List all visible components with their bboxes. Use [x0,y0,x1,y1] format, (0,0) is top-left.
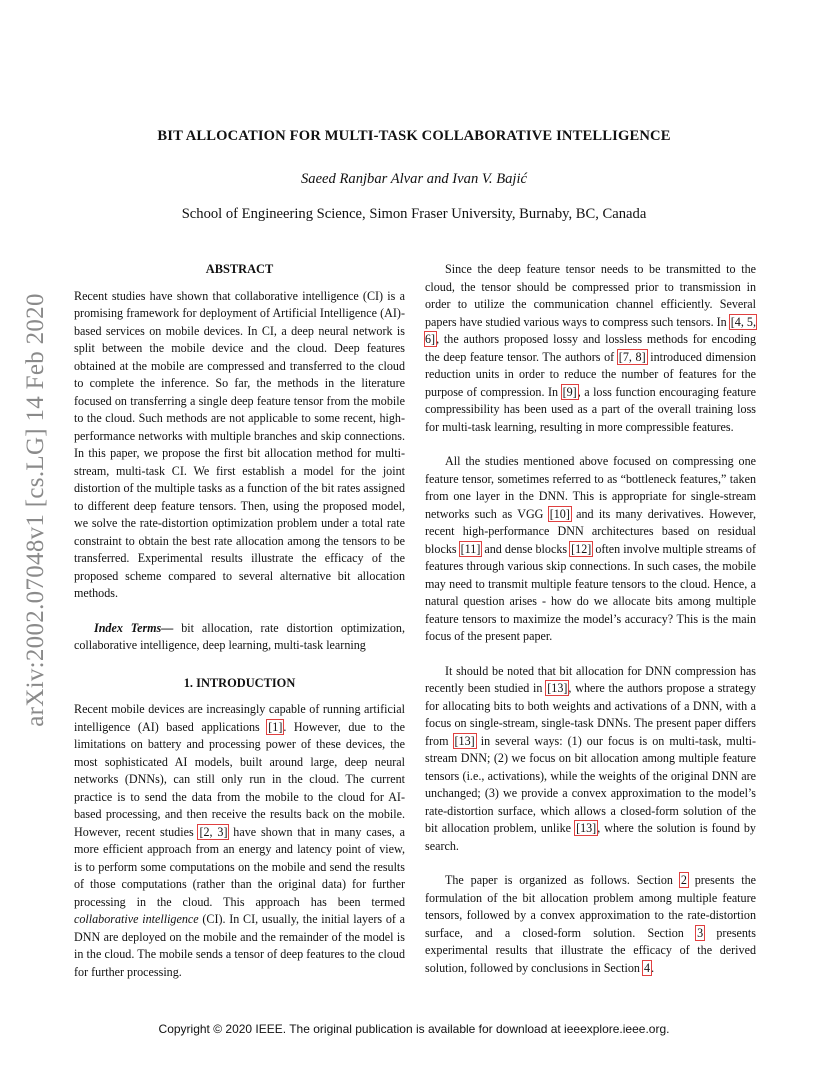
author-affiliation: School of Engineering Science, Simon Fraser University, Burnaby, BC, Canada [181,206,647,222]
index-terms-text: bit allocation, rate distortion optimization, collaborative intelligence, deep learning, multi-task learning [74,620,405,652]
intro-paragraph-5: The paper is organized as follows. Section 2 presents the formulation of the bit allocation problem among multiple feature tensors, followed by a convex approximation to the rate-distortion surface, and a closed-form solution. Section 3 presents experimental results that illustrate the efficacy of the derived solution, followed by conclusions in Section 4. [425,873,757,975]
intro-paragraph-4: It should be noted that bit allocation for DNN compression has recently been studied in [13], where the authors propose a strategy for allocating bits to both weights and activations of a DNN, with a focus on single-stream, single-task DNNs. The present paper differs from [13] in several ways: (1) our focus is on multi-task, multi-stream DNN; (2) we focus on bit allocation among multiple feature tensors (i.e., activations), while the weights of the original DNN are unchanged; (3) we provide a convex approximation to the model’s rate-distortion surface, which allows a closed-form solution of the bit allocation problem, unlike [13], where the solution is found by search. [425,663,756,853]
intro-paragraph-1: Recent mobile devices are increasingly capable of running artificial intelligence (AI) based applications [1]. However, due to the limitations on battery and processing power of these devices, the most sophisticated AI models, built around large, deep neural networks (DNNs), can still only run in the cloud. The current practice is to send the data from the mobile to the cloud for AI-based processing, and then receive the results back on the mobile. However, recent studies [2, 3] have shown that in many cases, a more efficient approach from an energy and latency point of view, is to perform some computations on the mobile and send the results of those computations (rather than the original data) for further processing in the cloud. This approach has been termed collaborative intelligence (CI). In CI, usually, the initial layers of a DNN are deployed on the mobile and the remainder of the model is in the cloud. The mobile sends a tensor of deep features to the cloud for further processing. [74,702,405,979]
section-link[interactable]: 3 [697,925,704,940]
citation-link[interactable]: [10] [549,506,570,521]
citation-link[interactable]: [12] [571,541,592,556]
citation-link[interactable]: [13] [454,733,475,748]
section-link[interactable]: 4 [644,960,651,975]
index-terms-label: Index Terms— [94,620,174,635]
paper-title: BIT ALLOCATION FOR MULTI-TASK COLLABORATIVE INTELLIGENCE [157,128,671,144]
abstract-heading: ABSTRACT [205,262,274,276]
citation-link[interactable]: [13] [576,821,597,835]
citation-link[interactable]: [13] [547,681,568,695]
copyright-footer: Copyright © 2020 IEEE. The original publication is available for download at ieeexplore.ieee.org. [158,1022,670,1036]
emphasis-text: collaborative intelligence [74,912,199,926]
index-terms [74,620,405,655]
arxiv-identifier [20,290,52,730]
abstract-text: Recent studies have shown that collaborative intelligence (CI) is a promising framework for deployment of Artificial Intelligence (AI)-based services on mobile devices. In CI, a deep neural network is split between the mobile device and the cloud. Deep features obtained at the mobile are compressed and transferred to the cloud to complete the inference. So far, the methods in the literature focused on transferring a single deep feature tensor from the mobile to the cloud. Such methods are not applicable to some recent, high-performance networks with multiple branches and skip connections. In this paper, we propose the first bit allocation method for multi-stream, multi-task CI. We first establish a model for the joint distortion of the multiple tasks as a function of the bit rates assigned to different deep feature tensors. Then, using the proposed model, we solve the rate-distortion optimization problem under a total rate constraint to obtain the best rate allocation among the tensors to be transferred. Experimental results illustrate the efficacy of the proposed scheme compared to several alternative bit allocation methods. [74,288,405,600]
citation-link[interactable]: [2, 3] [199,824,228,839]
arxiv-id-text: arXiv:2002.07048v1 [cs.LG] 14 Feb 2020 [22,293,49,727]
paper-authors: Saeed Ranjbar Alvar and Ivan V. Bajić [300,171,528,187]
citation-link[interactable]: [11] [460,541,481,556]
intro-paragraph-3: All the studies mentioned above focused on compressing one feature tensor, sometimes referred to as “bottleneck features,” taken from one layer in the DNN. This is appropriate for single-stream networks such as VGG [10] and its many derivatives. However, recent high-performance DNN architectures based on residual blocks [11] and dense blocks [12] often involve multiple streams of features through various skip connections. In such cases, the mobile may need to transmit multiple feature tensors to the cloud. Hence, a natural question arises - how do we allocate bits among multiple feature tensors to maximize the model’s accuracy? This is the main focus of the present paper. [425,454,756,643]
citation-link[interactable]: [1] [268,719,283,734]
citation-link[interactable]: [9] [562,384,577,399]
left-column [74,261,405,981]
citation-link[interactable]: [7, 8] [618,349,646,364]
intro-paragraph-2: Since the deep feature tensor needs to be transmitted to the cloud, the tensor should be compressed prior to transmission in order to utilize the communication channel efficiently. Several papers have studied various ways to compress such tensors. In [4, 5, 6], the authors proposed lossy and lossless methods for encoding the deep feature tensor. The authors of [7, 8] introduced dimension reduction units in order to reduce the number of features for the purpose of compression. In [9], a loss function encouraging feature compressibility has been used as a part of the overall training loss for multi-task learning, resulting in more compressible features. [425,262,757,434]
right-column [425,261,756,977]
section-link[interactable]: 2 [680,873,687,887]
citation-link[interactable]: [4, 5, 6] [425,314,756,346]
introduction-heading: 1. INTRODUCTION [183,675,296,690]
